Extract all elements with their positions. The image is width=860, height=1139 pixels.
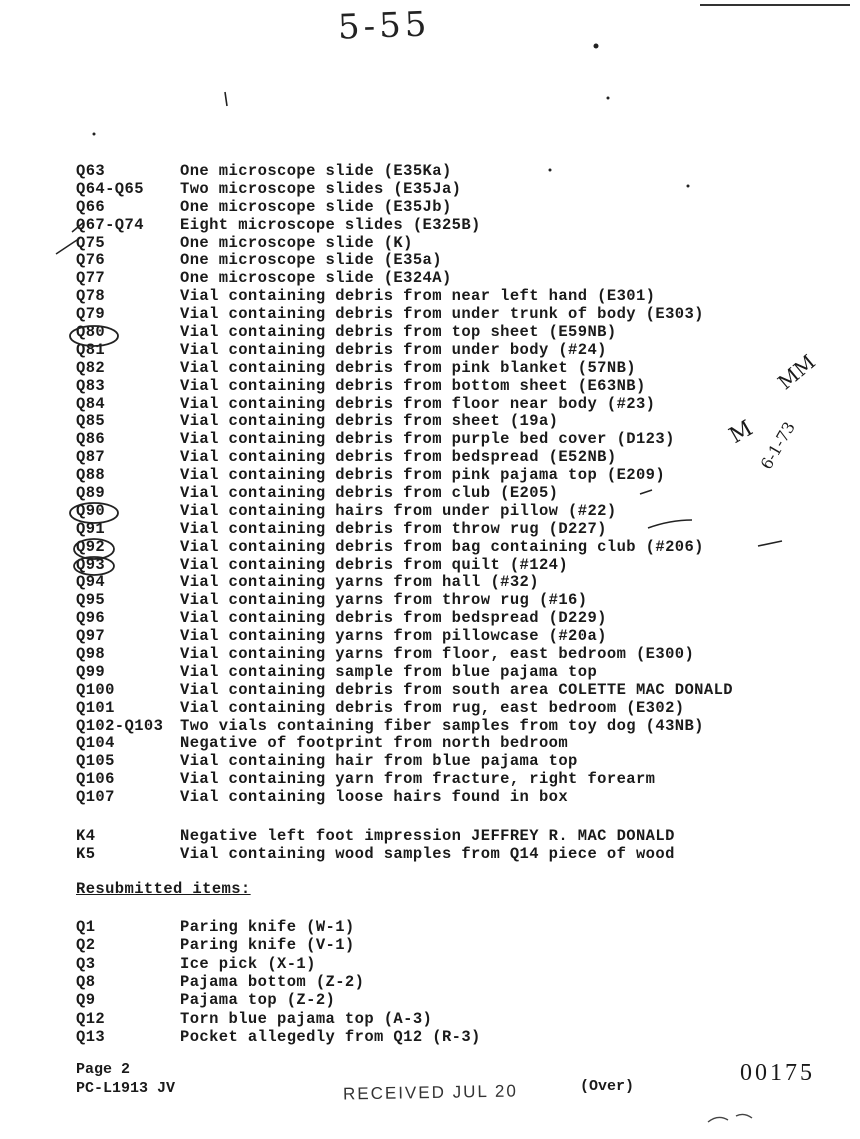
item-id: Q91: [76, 519, 106, 538]
item-description: Vial containing debris from near left hand (E301): [180, 287, 656, 306]
list-item: [76, 788, 836, 806]
item-id: K4: [76, 826, 96, 845]
item-id: Q77: [76, 269, 106, 288]
item-id: Q88: [76, 466, 106, 485]
item-description: Vial containing debris from bottom sheet (E63NB): [180, 376, 646, 395]
item-id: Q90: [76, 501, 106, 520]
item-id: Q80: [76, 322, 106, 341]
item-description: Vial containing yarns from throw rug (#16): [180, 591, 588, 610]
list-item: [76, 484, 836, 502]
list-item: [76, 591, 836, 609]
item-description: Ice pick (X-1): [180, 954, 316, 973]
list-item: [76, 180, 836, 198]
resubmitted-list: [76, 918, 676, 1046]
item-description: Pajama top (Z-2): [180, 991, 336, 1010]
item-description: One microscope slide (E35Jb): [180, 197, 452, 216]
item-id: Q2: [76, 936, 96, 955]
item-id: Q100: [76, 680, 115, 699]
item-description: Negative of footprint from north bedroom: [180, 734, 569, 753]
item-id: Q101: [76, 698, 115, 717]
item-description: Vial containing debris from pink pajama top (E209): [180, 466, 666, 485]
item-id: Q76: [76, 251, 106, 270]
list-item: [76, 216, 836, 234]
known-specimen-list: [76, 827, 836, 863]
item-id: Q107: [76, 788, 115, 807]
item-id: Q3: [76, 954, 96, 973]
item-description: Paring knife (W-1): [180, 918, 355, 937]
list-item: [76, 430, 836, 448]
file-code: PC-L1913 JV: [76, 1080, 176, 1097]
list-item: [76, 520, 836, 538]
item-description: Vial containing hairs from under pillow (#22): [180, 501, 617, 520]
list-item: [76, 955, 676, 973]
list-item: [76, 663, 836, 681]
item-id: Q104: [76, 734, 115, 753]
item-description: One microscope slide (E324A): [180, 269, 452, 288]
item-id: Q95: [76, 591, 106, 610]
list-item: [76, 269, 836, 287]
list-item: [76, 162, 836, 180]
item-description: Pocket allegedly from Q12 (R-3): [180, 1027, 481, 1046]
list-item: [76, 538, 836, 556]
item-description: Vial containing wood samples from Q14 piece of wood: [180, 844, 675, 863]
item-id: Q96: [76, 609, 106, 628]
list-item: [76, 395, 836, 413]
item-description: One microscope slide (K): [180, 233, 413, 252]
item-id: Q85: [76, 412, 106, 431]
specimen-list: [76, 162, 836, 806]
list-item: [76, 323, 836, 341]
list-item: [76, 573, 836, 591]
item-description: Two microscope slides (E35Ja): [180, 179, 462, 198]
page-number: Page 2: [76, 1061, 131, 1078]
list-item: [76, 699, 836, 717]
stray-dot: [594, 44, 599, 49]
item-description: Paring knife (V-1): [180, 936, 355, 955]
received-stamp: RECEIVED JUL 20: [342, 1081, 519, 1104]
list-item: [76, 735, 836, 753]
list-item: [76, 827, 836, 845]
item-id: Q82: [76, 358, 106, 377]
document-number: 00175: [740, 1060, 815, 1086]
list-item: [76, 305, 836, 323]
item-id: Q93: [76, 555, 106, 574]
item-description: One microscope slide (E35Ka): [180, 161, 452, 180]
item-id: Q86: [76, 430, 106, 449]
item-id: Q97: [76, 627, 106, 646]
handwritten-initial-m: M: [725, 416, 758, 449]
item-description: Vial containing debris from purple bed cover (D123): [180, 430, 675, 449]
handwritten-initials: MM: [773, 349, 820, 395]
item-description: Vial containing loose hairs found in box: [180, 788, 569, 807]
over-note: (Over): [580, 1078, 635, 1095]
list-item: [76, 556, 836, 574]
item-description: Vial containing debris from rug, east bedroom (E302): [180, 698, 685, 717]
item-description: Eight microscope slides (E325B): [180, 215, 481, 234]
item-id: Q75: [76, 233, 106, 252]
item-id: Q78: [76, 287, 106, 306]
list-item: [76, 412, 836, 430]
item-description: Pajama bottom (Z-2): [180, 973, 365, 992]
list-item: [76, 681, 836, 699]
handwritten-date: 6-1-73: [756, 418, 799, 473]
list-item: [76, 609, 836, 627]
item-description: Vial containing debris from top sheet (E59NB): [180, 322, 617, 341]
item-id: Q67-Q74: [76, 215, 144, 234]
list-item: [76, 717, 836, 735]
stray-dot: [93, 133, 96, 136]
list-item: [76, 377, 836, 395]
list-item: [76, 502, 836, 520]
list-item: [76, 991, 676, 1009]
item-description: Vial containing yarns from floor, east bedroom (E300): [180, 645, 695, 663]
list-item: [76, 918, 676, 936]
item-id: Q13: [76, 1027, 106, 1046]
list-item: [76, 936, 676, 954]
item-description: Vial containing debris from floor near body (#23): [180, 394, 656, 413]
item-id: Q83: [76, 376, 106, 395]
item-description: Vial containing debris from club (E205): [180, 483, 559, 502]
item-id: Q84: [76, 394, 106, 413]
item-description: Vial containing debris from bedspread (E52NB): [180, 448, 617, 467]
stray-mark: [225, 92, 227, 106]
item-description: Vial containing debris from south area COLETTE MAC DONALD: [180, 680, 733, 699]
item-id: Q9: [76, 991, 96, 1010]
list-item: [76, 627, 836, 645]
item-id: Q89: [76, 483, 106, 502]
item-description: Vial containing hair from blue pajama top: [180, 752, 578, 771]
list-item: [76, 234, 836, 252]
item-id: Q8: [76, 973, 96, 992]
item-description: Vial containing debris from under body (#24): [180, 340, 607, 359]
list-item: [76, 752, 836, 770]
item-description: Vial containing debris from under trunk of body (E303): [180, 305, 704, 324]
item-id: K5: [76, 844, 96, 863]
item-description: Vial containing debris from quilt (#124): [180, 555, 569, 574]
list-item: [76, 1028, 676, 1046]
item-id: Q66: [76, 197, 106, 216]
item-id: Q99: [76, 662, 106, 681]
item-description: Vial containing yarns from hall (#32): [180, 573, 539, 592]
item-description: Vial containing debris from throw rug (D227): [180, 519, 607, 538]
list-item: [76, 645, 836, 663]
top-edge-line: [700, 4, 850, 6]
list-item: [76, 973, 676, 991]
item-description: Vial containing yarns from pillowcase (#20a): [180, 627, 607, 646]
list-item: [76, 770, 836, 788]
list-item: [76, 198, 836, 216]
item-description: Two vials containing fiber samples from toy dog (43NB): [180, 716, 704, 735]
item-description: Torn blue pajama top (A-3): [180, 1009, 433, 1028]
item-id: Q98: [76, 645, 106, 663]
item-description: Vial containing debris from bag containing club (#206): [180, 537, 704, 556]
stray-dot: [607, 97, 610, 100]
item-description: Vial containing debris from sheet (19a): [180, 412, 559, 431]
item-id: Q79: [76, 305, 106, 324]
list-item: [76, 466, 836, 484]
item-description: One microscope slide (E35a): [180, 251, 442, 270]
stray-mark: [708, 1114, 752, 1122]
list-item: [76, 359, 836, 377]
item-description: Vial containing debris from bedspread (D229): [180, 609, 607, 628]
item-id: Q105: [76, 752, 115, 771]
item-id: Q1: [76, 918, 96, 937]
list-item: [76, 287, 836, 305]
list-item: [76, 845, 836, 863]
list-item: [76, 1009, 676, 1027]
item-id: Q63: [76, 161, 106, 180]
item-description: Negative left foot impression JEFFREY R. MAC DONALD: [180, 826, 675, 845]
item-id: Q12: [76, 1009, 106, 1028]
item-id: Q81: [76, 340, 106, 359]
item-id: Q64-Q65: [76, 179, 144, 198]
item-id: Q94: [76, 573, 106, 592]
resubmitted-heading: Resubmitted items:: [76, 880, 251, 898]
item-id: Q102-Q103: [76, 716, 164, 735]
list-item: [76, 448, 836, 466]
item-id: Q92: [76, 537, 106, 556]
list-item: [76, 341, 836, 359]
item-description: Vial containing debris from pink blanket (57NB): [180, 358, 636, 377]
item-description: Vial containing yarn from fracture, right forearm: [180, 770, 656, 789]
item-id: Q106: [76, 770, 115, 789]
item-id: Q87: [76, 448, 106, 467]
handwritten-page-number: 5-55: [337, 4, 432, 48]
list-item: [76, 251, 836, 269]
item-description: Vial containing sample from blue pajama top: [180, 662, 598, 681]
